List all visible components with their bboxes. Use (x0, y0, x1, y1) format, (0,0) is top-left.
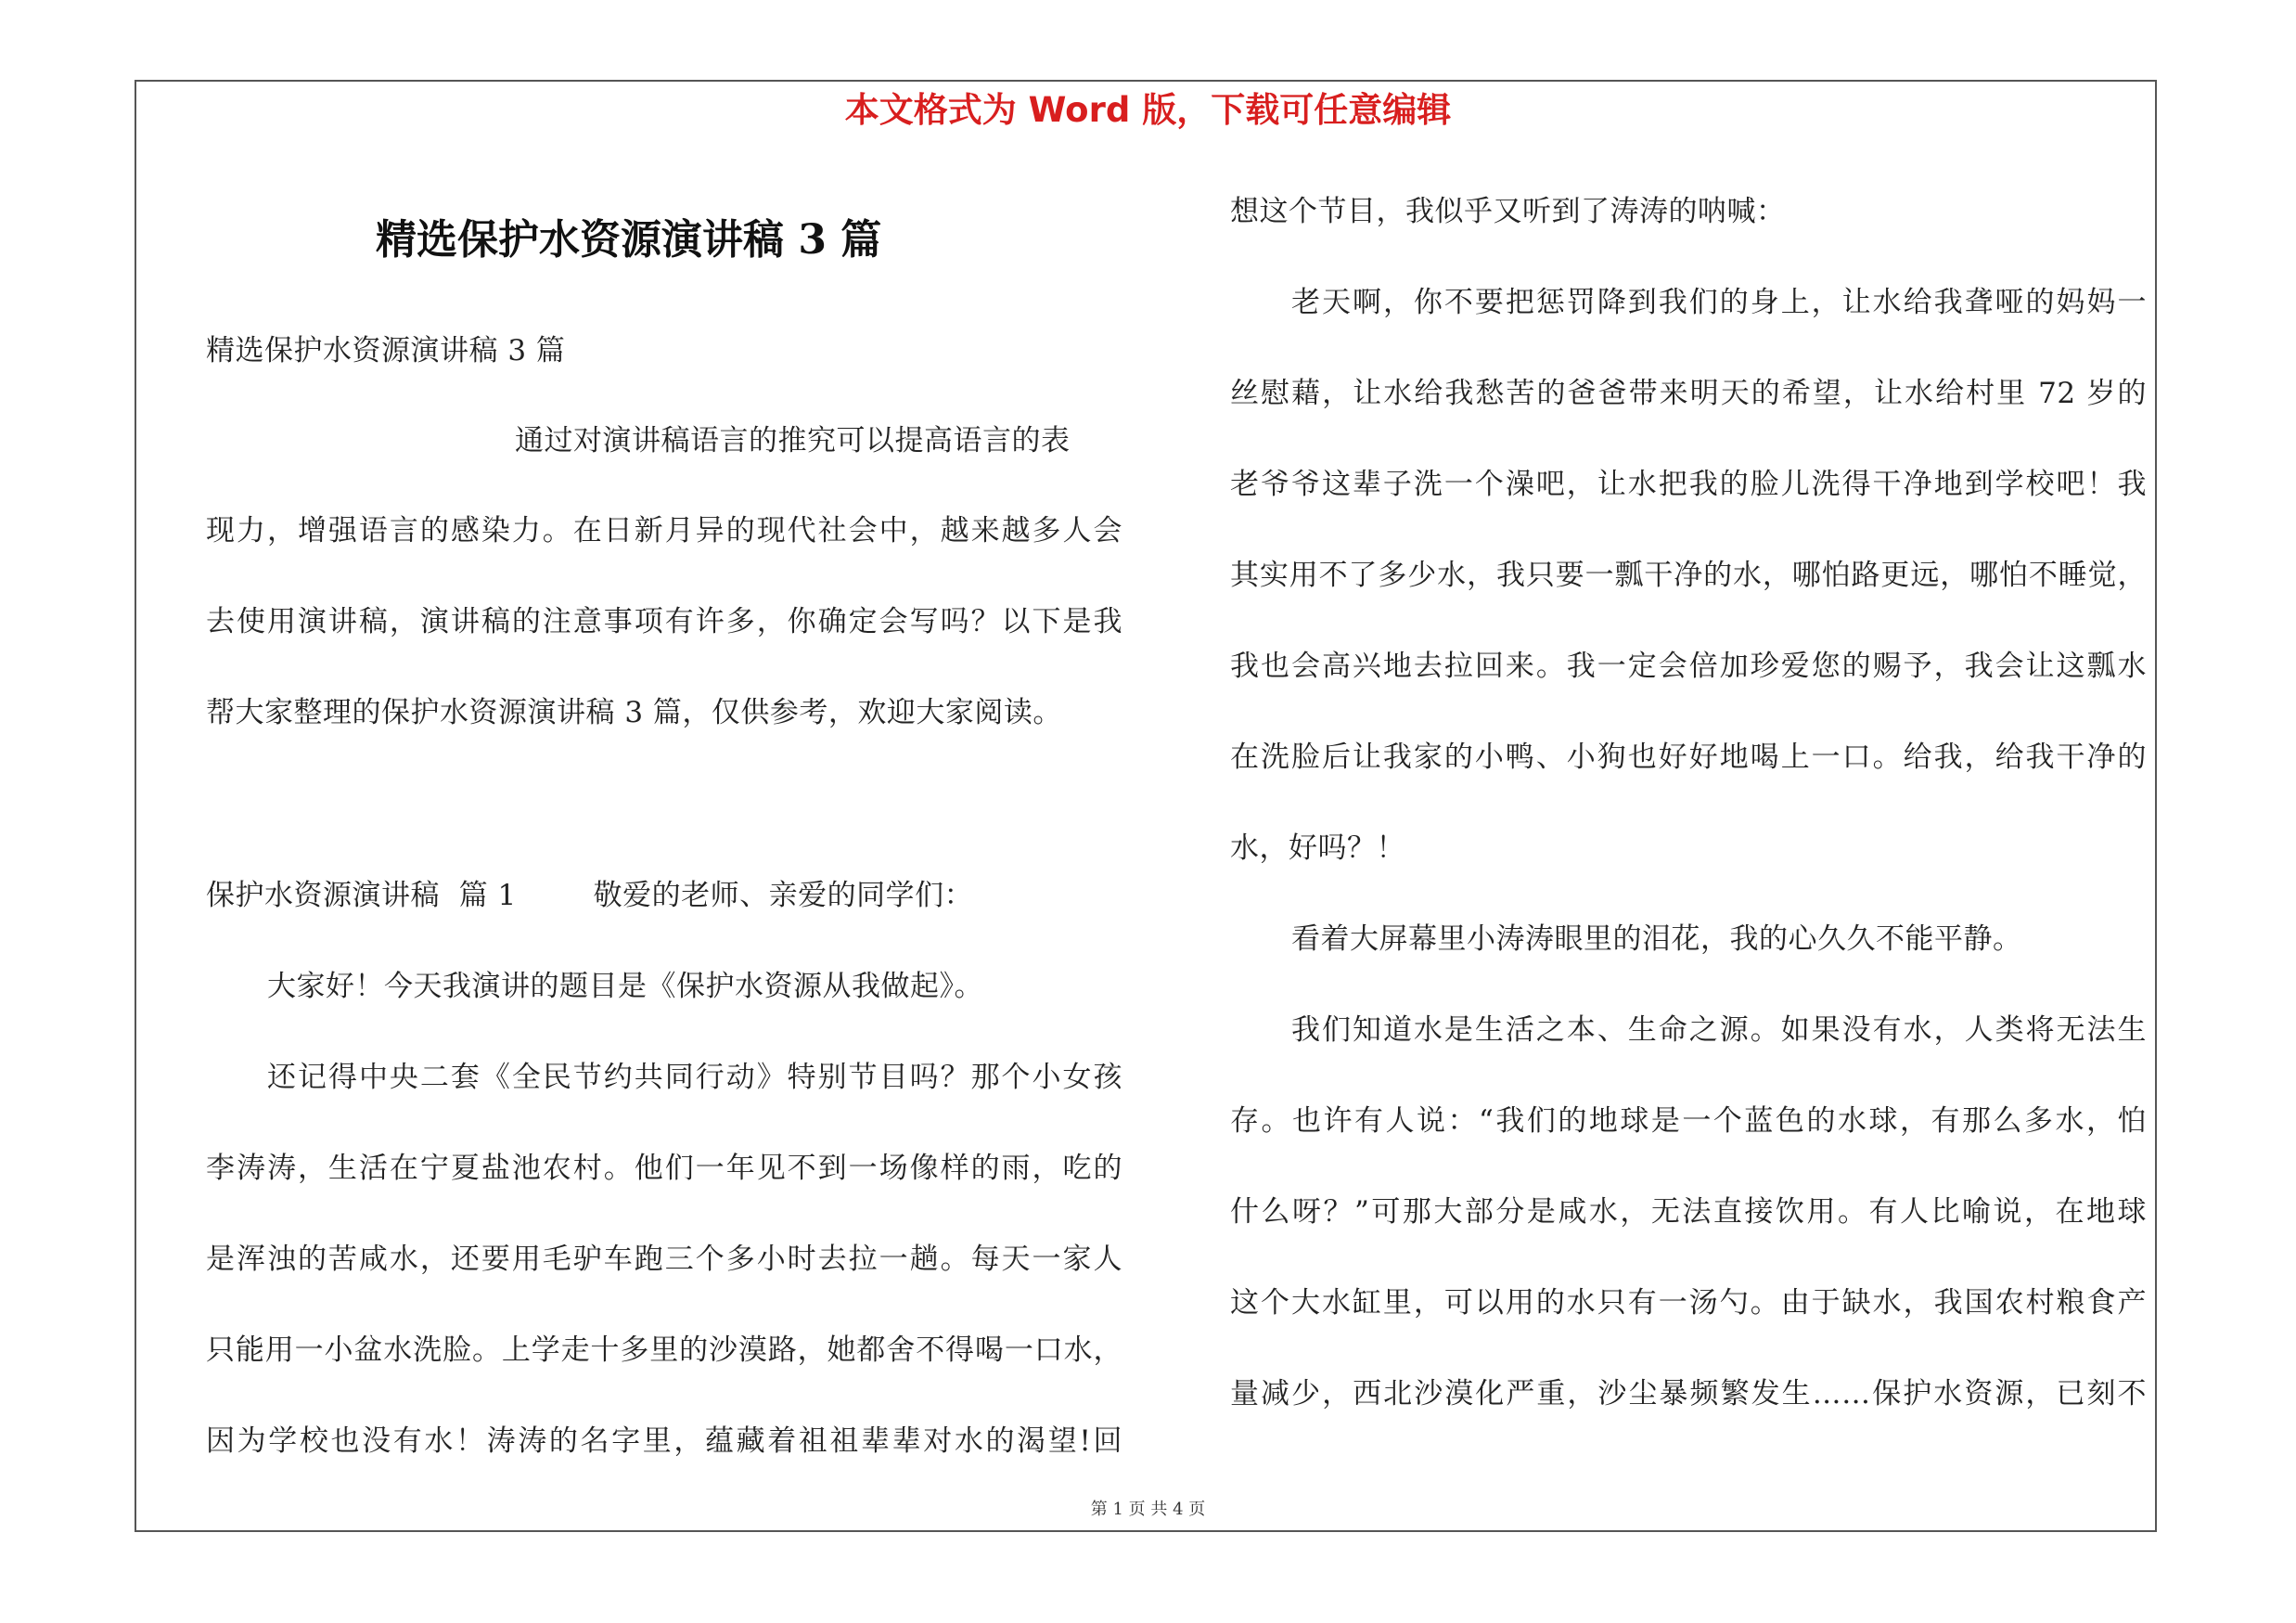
body-line: 什么呀？”可那大部分是咸水，无法直接饮用。有人比喻说，在地球 (1230, 1195, 2147, 1229)
body-line: 我也会高兴地去拉回来。我一定会倍加珍爱您的赐予，我会让这瓢水 (1230, 650, 2147, 683)
body-line: 丝慰藉，让水给我愁苦的爸爸带来明天的希望，让水给村里 72 岁的 (1230, 377, 2147, 410)
body-line: 大家好！今天我演讲的题目是《保护水资源从我做起》。 (267, 970, 983, 1003)
body-line: 水，好吗？！ (1230, 831, 1405, 865)
body-line: 去使用演讲稿，演讲稿的注意事项有许多，你确定会写吗？以下是我 (206, 605, 1122, 638)
body-line: 只能用一小盆水洗脸。上学走十多里的沙漠路，她都舍不得喝一口水， (206, 1333, 1122, 1367)
body-line: 其实用不了多少水，我只要一瓢干净的水，哪怕路更远，哪怕不睡觉， (1230, 559, 2147, 592)
body-line: 我们知道水是生活之本、生命之源。如果没有水，人类将无法生 (1291, 1013, 2147, 1047)
body-line: 存。也许有人说：“我们的地球是一个蓝色的水球，有那么多水，怕 (1230, 1104, 2147, 1138)
body-line: 是浑浊的苦咸水，还要用毛驴车跑三个多小时去拉一趟。每天一家人 (206, 1243, 1122, 1276)
section-heading: 保护水资源演讲稿 篇 1 敬爱的老师、亲爱的同学们： (206, 879, 974, 912)
body-line: 想这个节目，我似乎又听到了涛涛的呐喊： (1230, 195, 1786, 228)
subtitle-line: 精选保护水资源演讲稿 3 篇 (206, 334, 566, 367)
body-line: 现力，增强语言的感染力。在日新月异的现代社会中，越来越多人会 (206, 514, 1122, 547)
body-line: 老爷爷这辈子洗一个澡吧，让水把我的脸儿洗得干净地到学校吧！我 (1230, 468, 2147, 501)
body-line: 老天啊，你不要把惩罚降到我们的身上，让水给我聋哑的妈妈一 (1291, 286, 2147, 319)
body-line: 帮大家整理的保护水资源演讲稿 3 篇，仅供参考，欢迎大家阅读。 (206, 696, 1062, 729)
body-line: 在洗脸后让我家的小鸭、小狗也好好地喝上一口。给我，给我干净的 (1230, 741, 2147, 774)
body-line: 看着大屏幕里小涛涛眼里的泪花，我的心久久不能平静。 (1291, 922, 2022, 956)
body-line: 因为学校也没有水！涛涛的名字里，蕴藏着祖祖辈辈对水的渴望!回 (206, 1424, 1122, 1458)
document-title: 精选保护水资源演讲稿 3 篇 (376, 216, 882, 264)
body-line: 李涛涛，生活在宁夏盐池农村。他们一年见不到一场像样的雨，吃的 (206, 1152, 1122, 1185)
format-banner: 本文格式为 Word 版，下载可任意编辑 (844, 90, 1452, 130)
page-number: 第 1 页 共 4 页 (1090, 1500, 1206, 1519)
body-line: 还记得中央二套《全民节约共同行动》特别节目吗？那个小女孩 (267, 1061, 1122, 1094)
body-line: 这个大水缸里，可以用的水只有一汤勺。由于缺水，我国农村粮食产 (1230, 1286, 2147, 1320)
body-line: 通过对演讲稿语言的推究可以提高语言的表 (515, 424, 1071, 457)
body-line: 量减少，西北沙漠化严重，沙尘暴频繁发生……保护水资源，已刻不 (1230, 1377, 2147, 1410)
